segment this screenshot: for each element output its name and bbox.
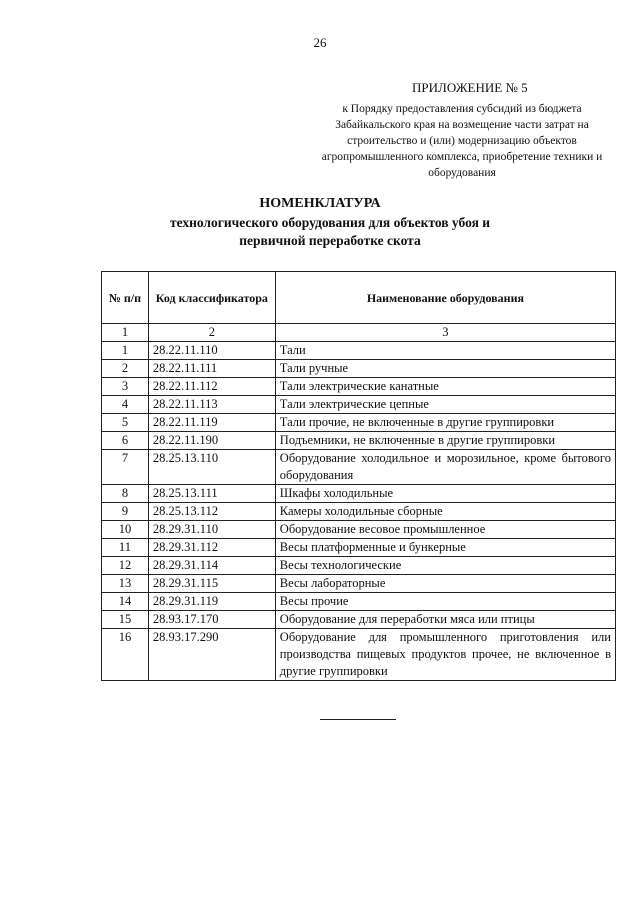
- row-number: 8: [102, 485, 149, 503]
- row-number: 11: [102, 539, 149, 557]
- table-row: [102, 611, 616, 629]
- row-equipment-name: Оборудование весовое промышленное: [275, 521, 615, 539]
- column-number: 1: [102, 324, 149, 342]
- table-row: [102, 396, 616, 414]
- row-number: 14: [102, 593, 149, 611]
- row-equipment-name: Оборудование для промышленного приготовления или производства пищевых продуктов прочее, не включенное в другие группировки: [275, 629, 615, 681]
- row-equipment-name: Шкафы холодильные: [275, 485, 615, 503]
- header-name: Наименование оборудования: [275, 272, 615, 324]
- table-row: [102, 593, 616, 611]
- row-equipment-name: Тали электрические канатные: [275, 378, 615, 396]
- row-equipment-name: Весы прочие: [275, 593, 615, 611]
- table-row: [102, 432, 616, 450]
- row-equipment-name: Тали электрические цепные: [275, 396, 615, 414]
- table-row: [102, 557, 616, 575]
- row-code: 28.29.31.114: [148, 557, 275, 575]
- page-number: 26: [313, 35, 327, 50]
- table-row: [102, 629, 616, 681]
- table-row: [102, 450, 616, 485]
- row-equipment-name: Оборудование для переработки мяса или птицы: [275, 611, 615, 629]
- table-row: [102, 521, 616, 539]
- row-number: 10: [102, 521, 149, 539]
- table-row: [102, 575, 616, 593]
- row-number: 7: [102, 450, 149, 485]
- row-equipment-name: Тали: [275, 342, 615, 360]
- row-code: 28.25.13.111: [148, 485, 275, 503]
- row-equipment-name: Весы платформенные и бункерные: [275, 539, 615, 557]
- nomenclature-table: [101, 271, 616, 681]
- row-equipment-name: Весы технологические: [275, 557, 615, 575]
- row-equipment-name: Тали прочие, не включенные в другие группировки: [275, 414, 615, 432]
- row-number: 15: [102, 611, 149, 629]
- appendix-description: к Порядку предоставления субсидий из бюджета Забайкальского края на возмещение части затрат на строительство и (или) модернизацию объектов агропромышленного комплекса, приобретение техники и оборудования: [321, 103, 603, 179]
- table-row: [102, 360, 616, 378]
- row-number: 2: [102, 360, 149, 378]
- row-equipment-name: Камеры холодильные сборные: [275, 503, 615, 521]
- table-row: [102, 485, 616, 503]
- header-num: № п/п: [102, 272, 149, 324]
- row-number: 5: [102, 414, 149, 432]
- row-number: 16: [102, 629, 149, 681]
- row-code: 28.29.31.110: [148, 521, 275, 539]
- row-number: 13: [102, 575, 149, 593]
- table-row: [102, 539, 616, 557]
- table-body: [102, 342, 616, 681]
- row-code: 28.93.17.290: [148, 629, 275, 681]
- appendix-title: ПРИЛОЖЕНИЕ № 5: [412, 80, 528, 95]
- row-code: 28.22.11.113: [148, 396, 275, 414]
- row-code: 28.22.11.110: [148, 342, 275, 360]
- row-code: 28.93.17.170: [148, 611, 275, 629]
- row-code: 28.25.13.112: [148, 503, 275, 521]
- column-numbers-row: [102, 324, 616, 342]
- row-equipment-name: Подъемники, не включенные в другие группировки: [275, 432, 615, 450]
- row-code: 28.29.31.119: [148, 593, 275, 611]
- row-code: 28.22.11.111: [148, 360, 275, 378]
- row-code: 28.22.11.119: [148, 414, 275, 432]
- row-number: 3: [102, 378, 149, 396]
- column-number: 2: [148, 324, 275, 342]
- table-row: [102, 378, 616, 396]
- table-row: [102, 342, 616, 360]
- row-code: 28.29.31.112: [148, 539, 275, 557]
- row-equipment-name: Весы лабораторные: [275, 575, 615, 593]
- document-subtitle: технологического оборудования для объектов убоя и первичной переработке скота: [169, 215, 491, 248]
- row-number: 6: [102, 432, 149, 450]
- row-code: 28.22.11.112: [148, 378, 275, 396]
- table-header-row: [102, 272, 616, 324]
- row-number: 4: [102, 396, 149, 414]
- row-equipment-name: Тали ручные: [275, 360, 615, 378]
- footer-divider: [320, 719, 396, 720]
- row-number: 12: [102, 557, 149, 575]
- row-code: 28.22.11.190: [148, 432, 275, 450]
- row-number: 1: [102, 342, 149, 360]
- document-title: НОМЕНКЛАТУРА: [259, 196, 381, 211]
- column-number: 3: [275, 324, 615, 342]
- row-code: 28.25.13.110: [148, 450, 275, 485]
- row-number: 9: [102, 503, 149, 521]
- table-row: [102, 414, 616, 432]
- header-code: Код классификатора: [148, 272, 275, 324]
- table-row: [102, 503, 616, 521]
- row-equipment-name: Оборудование холодильное и морозильное, кроме бытового оборудования: [275, 450, 615, 485]
- row-code: 28.29.31.115: [148, 575, 275, 593]
